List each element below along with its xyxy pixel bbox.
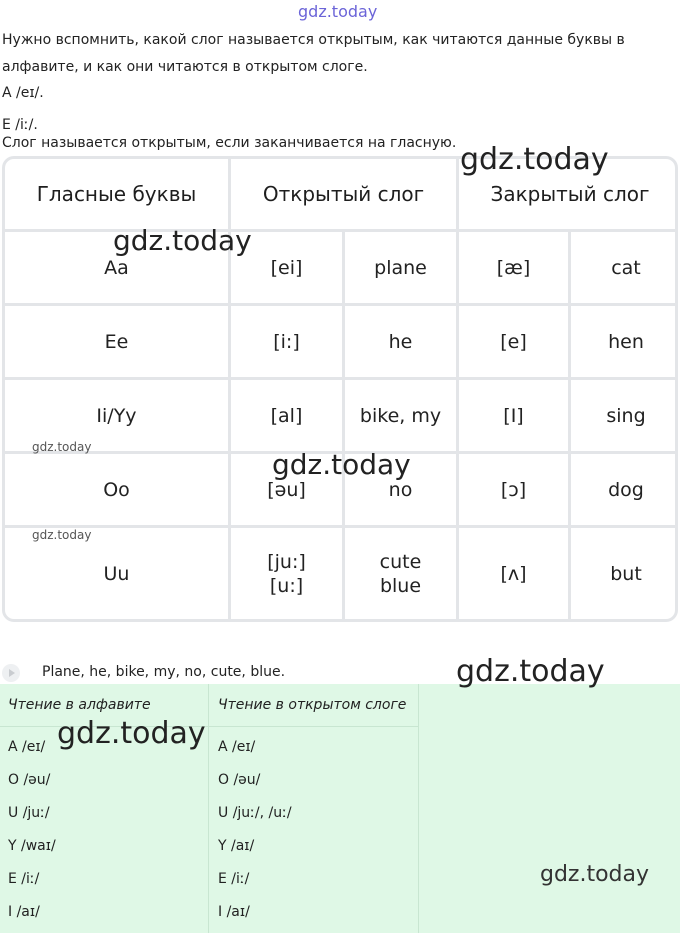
alphabet-reading-cell: O /əu/ (8, 772, 51, 788)
open-example-cell: no (345, 454, 459, 528)
open-reading-cell: U /juː/, /uː/ (218, 805, 292, 821)
intro-line-1: Нужно вспомнить, какой слог называется открытым, как читаются данные буквы в (2, 32, 625, 48)
open-sound-cell: [al] (231, 380, 345, 454)
open-sound-cell: [ei] (231, 232, 345, 306)
letter-cell: Aa (5, 232, 231, 306)
alphabet-reading-cell: U /juː/ (8, 805, 50, 821)
watermark: gdz.today (57, 716, 206, 751)
header-alphabet-reading: Чтение в алфавите (8, 697, 151, 713)
intro-line-4: E /iː/. (2, 117, 38, 133)
watermark: gdz.today (113, 224, 252, 257)
closed-example-cell: but (610, 562, 642, 585)
open-sound-line-1: [ju:] (267, 550, 306, 573)
watermark: gdz.today (272, 448, 411, 481)
vowel-table (2, 156, 678, 622)
open-example-cell (345, 528, 459, 619)
intro-line-3: A /eɪ/. (2, 85, 44, 101)
watermark: gdz.today (32, 440, 92, 454)
closed-example-cell: hen (571, 306, 678, 380)
alphabet-reading-cell: Y /waɪ/ (8, 838, 56, 854)
open-reading-cell: A /eɪ/ (218, 739, 256, 755)
alphabet-reading-cell: A /eɪ/ (8, 739, 46, 755)
open-sound-cell: [əu] (231, 454, 345, 528)
open-sound-line-2: [u:] (269, 574, 304, 597)
open-example-cell: bike, my (345, 380, 459, 454)
open-sound-cell: [i:] (231, 306, 345, 380)
letter-cell: Uu (5, 528, 231, 619)
open-reading-cell: O /əu/ (218, 772, 261, 788)
header-letters: Гласные буквы (5, 159, 231, 232)
letter-cell: Ee (5, 306, 231, 380)
open-example-line-2: blue (379, 574, 422, 597)
column-divider (208, 684, 209, 933)
header-open-reading: Чтение в открытом слоге (218, 697, 407, 713)
open-reading-cell: Y /aɪ/ (218, 838, 255, 854)
open-reading-cell: I /aɪ/ (218, 904, 250, 920)
alphabet-reading-cell: I /aɪ/ (8, 904, 40, 920)
open-example-cell: plane (345, 232, 459, 306)
closed-sound-cell: [ʌ] (459, 528, 571, 619)
open-example-line-1: cute (379, 550, 422, 573)
alphabet-reading-cell: E /iː/ (8, 871, 40, 887)
open-example-cell: he (345, 306, 459, 380)
watermark-top: gdz.today (298, 2, 378, 21)
watermark: gdz.today (32, 528, 92, 542)
watermark: gdz.today (456, 654, 605, 689)
closed-example-cell: sing (571, 380, 678, 454)
closed-sound-cell: [æ] (459, 232, 571, 306)
watermark: gdz.today (460, 142, 609, 177)
closed-sound-cell: [ɔ] (459, 454, 571, 528)
column-divider (418, 684, 419, 933)
closed-sound-cell: [I] (459, 380, 571, 454)
open-sound-cell (231, 528, 345, 619)
header-open-syllable: Открытый слог (231, 159, 459, 232)
letter-cell: Oo (5, 454, 231, 528)
header-closed-syllable: Закрытый слог (459, 159, 678, 232)
closed-sound-cell: [e] (459, 306, 571, 380)
closed-example-cell: dog (571, 454, 678, 528)
intro-line-2: алфавите, и как они читаются в открытом слоге. (2, 59, 368, 75)
letter-cell: Ii/Yy (5, 380, 231, 454)
play-icon[interactable] (2, 664, 20, 682)
watermark: gdz.today (540, 862, 650, 887)
intro-line-5: Слог называется открытым, если заканчивается на гласную. (2, 135, 457, 151)
open-reading-cell: E /iː/ (218, 871, 250, 887)
closed-example-cell: cat (571, 232, 678, 306)
exercise-words: Plane, he, bike, my, no, cute, blue. (42, 664, 286, 680)
